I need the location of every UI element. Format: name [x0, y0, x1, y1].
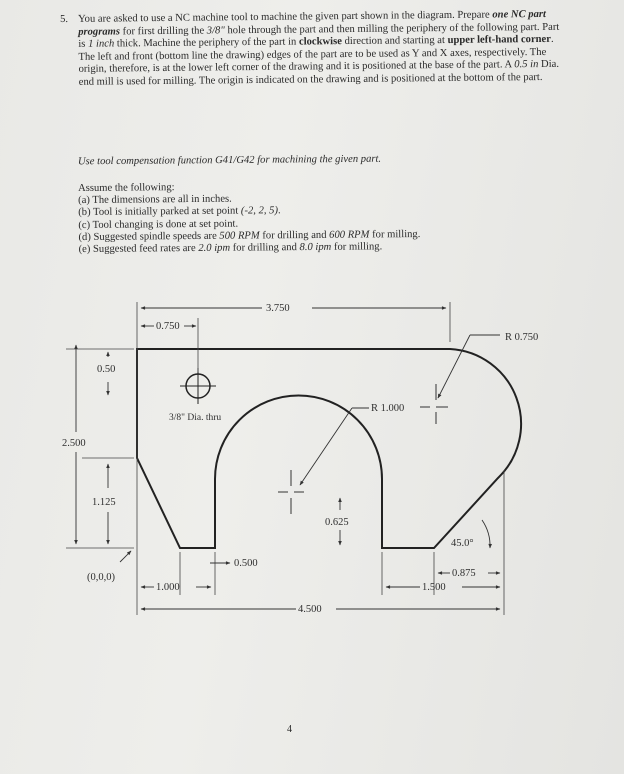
problem-text-run: upper left-hand corner — [447, 34, 551, 47]
assumption-run: (a) The dimensions are all in inches. — [78, 193, 232, 207]
dim-3750-label: 3.750 — [266, 303, 290, 314]
problem-text-run: hole through the part and then milling the periphery of the following part. Part is — [78, 21, 560, 51]
dim-4500-label: 4.500 — [298, 604, 322, 615]
dim-angle-label: 45.0° — [451, 538, 474, 549]
problem-number: 5. — [60, 13, 69, 26]
hole-label: 3/8" Dia. thru — [169, 413, 222, 423]
problem-text-run: 1 inch — [87, 38, 115, 50]
dim-radius-1000-label: R 1.000 — [371, 403, 405, 414]
dim-0625-label: 0.625 — [325, 517, 349, 528]
dim-2500-label: 2.500 — [62, 438, 86, 449]
tool-compensation-note: Use tool compensation function G41/G42 for machining the given part. — [77, 153, 382, 168]
assumption-run: for drilling and — [230, 242, 300, 254]
drill-hole — [180, 368, 216, 404]
assumption-run: (e) Suggested feed rates are — [78, 242, 199, 256]
dim-1000-label: 1.000 — [156, 582, 180, 593]
assumption-run: (d) Suggested spindle speeds are — [78, 230, 220, 243]
assumption-run: for milling. — [331, 241, 383, 253]
dim-0500-label: 0.500 — [234, 558, 258, 569]
assumption-run: 2.0 ipm — [198, 242, 231, 254]
problem-text-run: direction and starting at — [341, 35, 448, 48]
dim-0750-label: 0.750 — [156, 321, 180, 332]
dim-1500-label: 1.500 — [422, 582, 446, 593]
problem-text-run: thick. Machine the periphery of the part in — [114, 36, 300, 50]
centre-marks — [278, 384, 448, 514]
problem-text-run: for first drilling the — [119, 25, 207, 37]
dim-1125-label: 1.125 — [92, 497, 116, 508]
problem-text-run: clockwise — [298, 36, 342, 48]
assumption-run: for milling. — [369, 228, 421, 241]
assumption-run: (b) Tool is initially parked at set point — [78, 205, 241, 219]
dim-050-label: 0.50 — [97, 364, 116, 375]
assumptions-heading: Assume the following: — [78, 182, 175, 194]
assumption-run: (c) Tool changing is done at set point. — [78, 218, 239, 231]
dimension-lines — [76, 308, 500, 609]
problem-text-run: You are asked to use a NC machine tool to machine the given part shown in the diagram. Prepare — [77, 9, 493, 25]
assumption-run: 600 RPM — [329, 229, 370, 241]
assumption-run: 8.0 ipm — [299, 241, 332, 254]
origin-label: (0,0,0) — [87, 572, 115, 583]
assumption-run: . — [277, 205, 281, 217]
problem-text-run: 0.5 in — [514, 59, 539, 71]
problem-text-run: 3/8" — [206, 24, 225, 37]
assumption-run: for drilling and — [259, 229, 330, 242]
assumption-run: 500 RPM — [219, 230, 260, 242]
dim-radius-0750-label: R 0.750 — [505, 332, 539, 343]
dim-0875-label: 0.875 — [452, 568, 476, 579]
assumption-run: (-2, 2, 5) — [240, 205, 279, 217]
problem-text-run: Dia. end mill is used for milling. The origin is indicated on the drawing and is positioned at the bottom of the part. — [78, 59, 560, 88]
problem-text-run: . The left and front (bottom line the drawing) edges of the part are to be used as Y and X axes, respectively. The origin, therefore, is at the lower left corner of the drawing and it is positioned at the base of the part. A — [78, 34, 554, 76]
problem-text-run: one NC part programs — [78, 8, 546, 38]
page-number: 4 — [287, 724, 292, 735]
